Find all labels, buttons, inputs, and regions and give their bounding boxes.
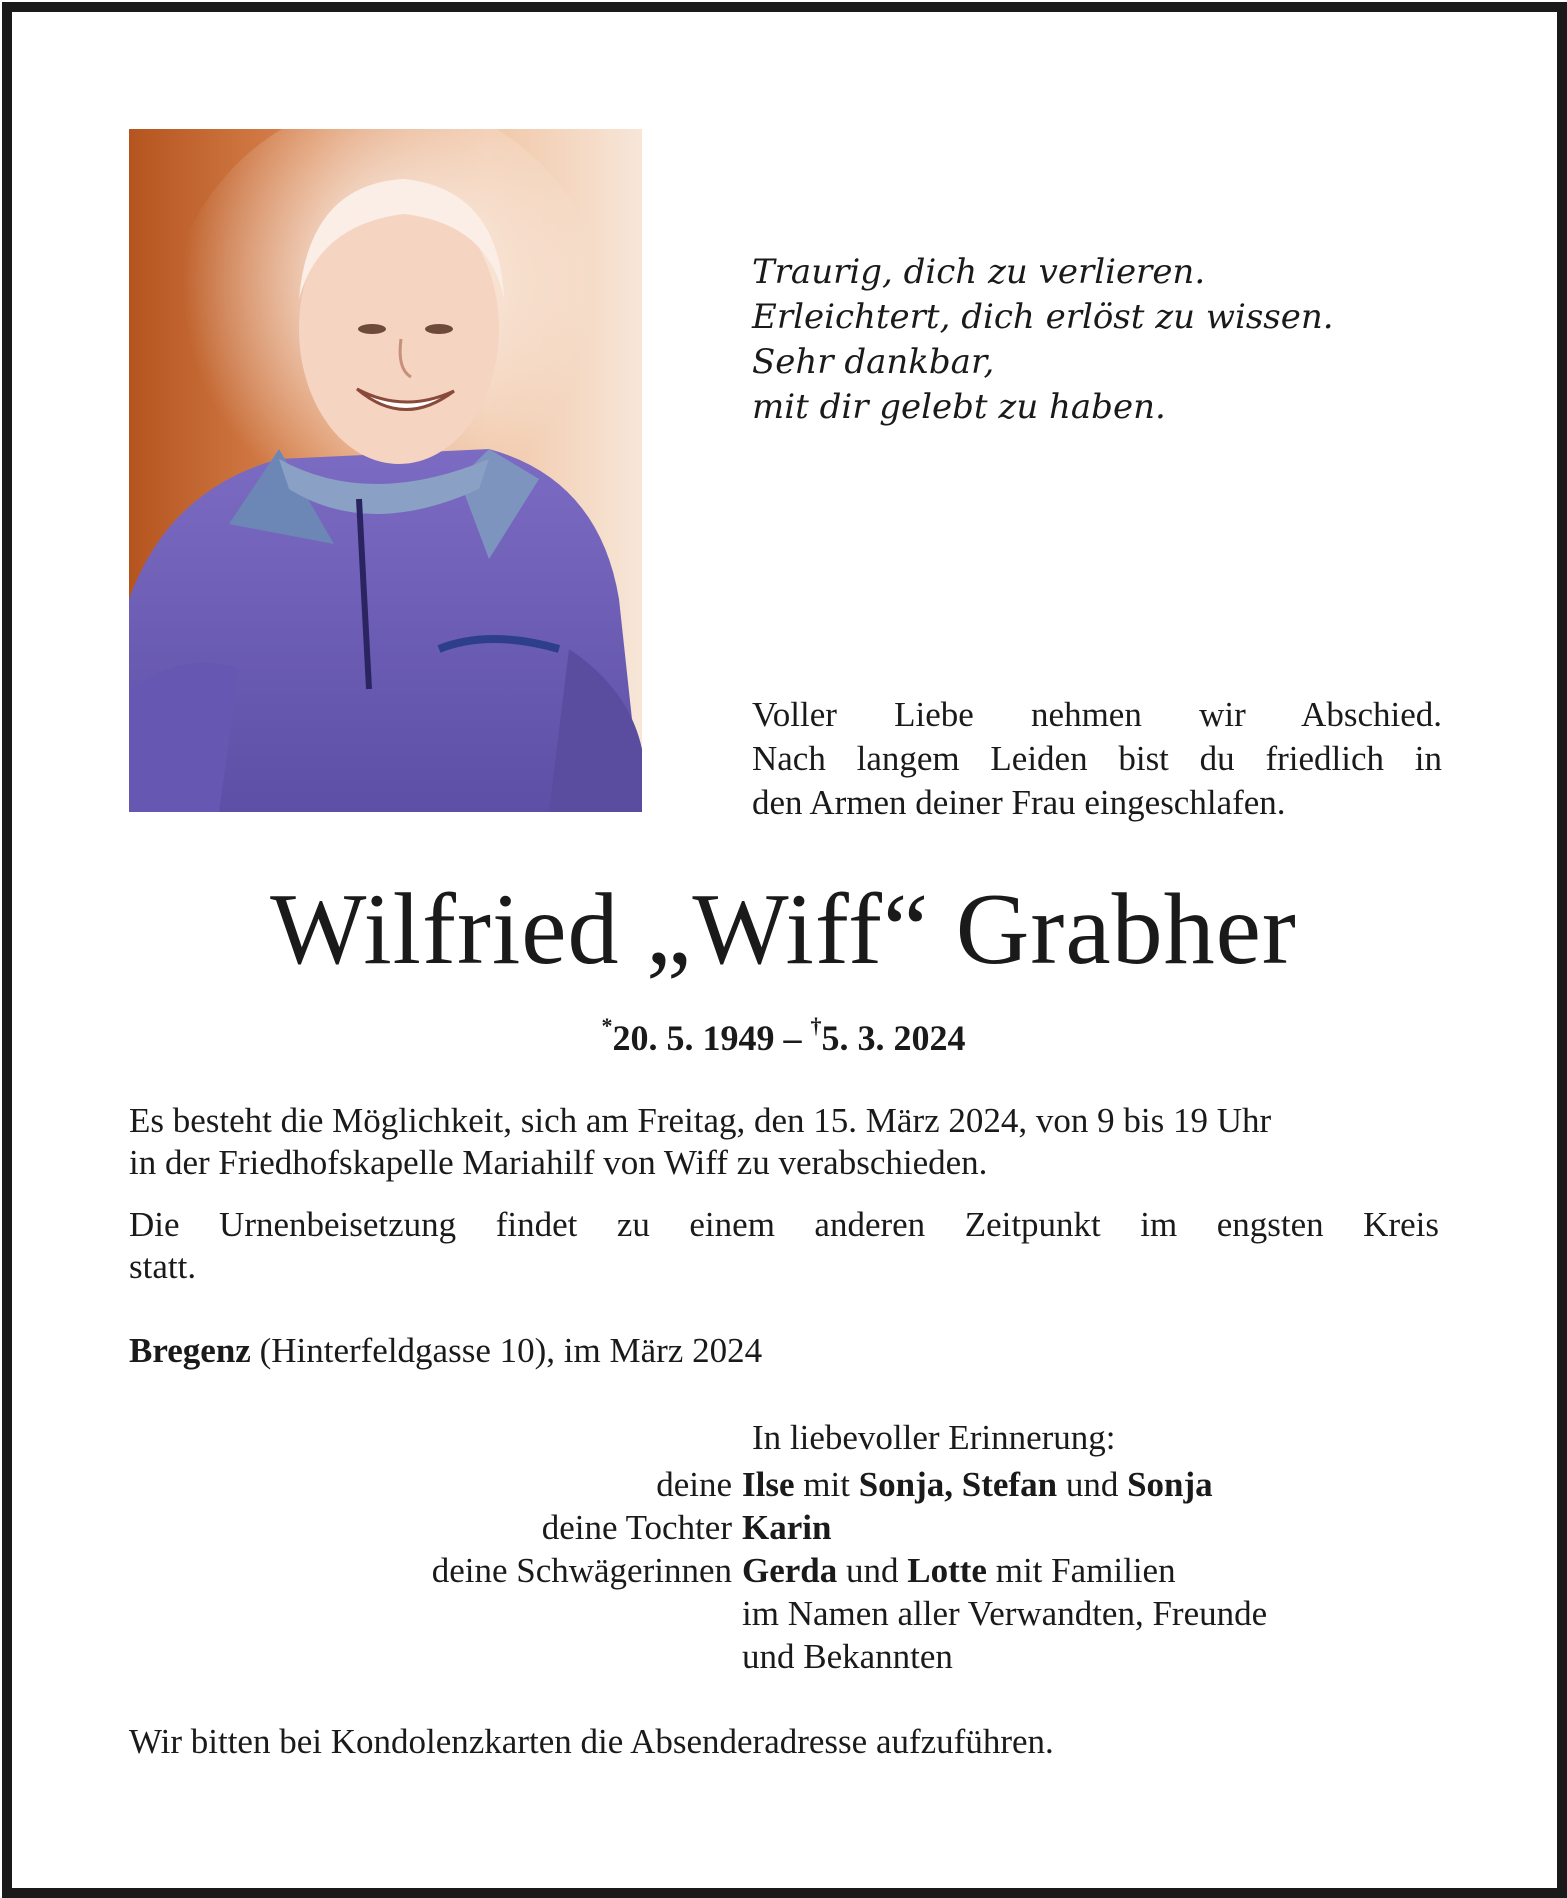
mourner-name: Karin: [742, 1508, 832, 1547]
mourner-connector: mit: [794, 1465, 859, 1504]
poem-line: Erleichtert, dich erlöst zu wissen.: [752, 297, 1334, 337]
mourners-list: [129, 1463, 1449, 1678]
memory-intro: In liebevoller Erinnerung:: [752, 1418, 1116, 1457]
death-symbol: †: [810, 1013, 822, 1038]
portrait-illustration: [129, 129, 642, 812]
farewell-line: Nach langem Leiden bist du friedlich in: [752, 739, 1442, 778]
notice-line: Die Urnenbeisetzung findet zu einem anderen Zeitpunkt im engsten Kreis: [129, 1205, 1439, 1244]
notice-line: in der Friedhofskapelle Mariahilf von Wiff zu verabschieden.: [129, 1143, 988, 1182]
poem-verse: [752, 250, 1452, 430]
mourner-connector: und: [1057, 1465, 1128, 1504]
closing-request: Wir bitten bei Kondolenzkarten die Absenderadresse aufzuführen.: [129, 1722, 1054, 1761]
mourner-name: Sonja, Stefan: [858, 1465, 1058, 1504]
mourner-relation-empty: [129, 1635, 742, 1678]
death-date: 5. 3. 2024: [821, 1018, 966, 1058]
burial-notice: [129, 1204, 1439, 1288]
mourner-connector: mit Familien: [986, 1551, 1176, 1590]
mourner-names: und Bekannten: [742, 1637, 953, 1676]
place-city: Bregenz: [129, 1331, 251, 1370]
birth-date: 20. 5. 1949: [612, 1018, 775, 1058]
mourner-relation: deine Tochter: [541, 1508, 732, 1547]
notice-line: statt.: [129, 1247, 197, 1286]
farewell-text: [752, 693, 1442, 825]
mourner-names: [742, 1506, 831, 1549]
deceased-name: Wilfried „Wiff“ Grabher: [270, 873, 1297, 986]
mourner-name: Sonja: [1127, 1465, 1213, 1504]
poem-line: Traurig, dich zu verlieren.: [752, 252, 1206, 292]
mourner-row: [129, 1506, 1449, 1549]
mourner-row: [129, 1592, 1449, 1635]
notice-line: Es besteht die Möglichkeit, sich am Freitag, den 15. März 2024, von 9 bis 19 Uhr: [129, 1101, 1272, 1140]
date-separator: –: [774, 1018, 811, 1058]
farewell-line: Voller Liebe nehmen wir Abschied.: [752, 695, 1442, 734]
mourner-row: [129, 1463, 1449, 1506]
poem-line: mit dir gelebt zu haben.: [752, 387, 1166, 427]
place-and-date: [129, 1330, 1439, 1372]
mourner-name: Gerda: [742, 1551, 838, 1590]
mourner-names: im Namen aller Verwandten, Freunde: [742, 1594, 1268, 1633]
mourner-name: Ilse: [742, 1465, 795, 1504]
poem-line: Sehr dankbar,: [752, 342, 995, 382]
mourner-row: [129, 1549, 1449, 1592]
mourner-relation: deine: [656, 1465, 732, 1504]
mourner-row: [129, 1635, 1449, 1678]
mourner-names: [742, 1463, 1213, 1506]
life-dates: [0, 1008, 1567, 1060]
birth-symbol: *: [601, 1013, 613, 1038]
mourner-names: [742, 1549, 1176, 1592]
mourner-connector: und: [837, 1551, 908, 1590]
mourner-relation: deine Schwägerinnen: [431, 1551, 732, 1590]
mourner-name: Lotte: [907, 1551, 987, 1590]
viewing-notice: [129, 1100, 1439, 1184]
portrait-photo: [129, 129, 642, 812]
farewell-line: den Armen deiner Frau eingeschlafen.: [752, 783, 1286, 822]
mourner-relation-empty: [129, 1592, 742, 1635]
place-address-date: (Hinterfeldgasse 10), im März 2024: [250, 1331, 763, 1370]
